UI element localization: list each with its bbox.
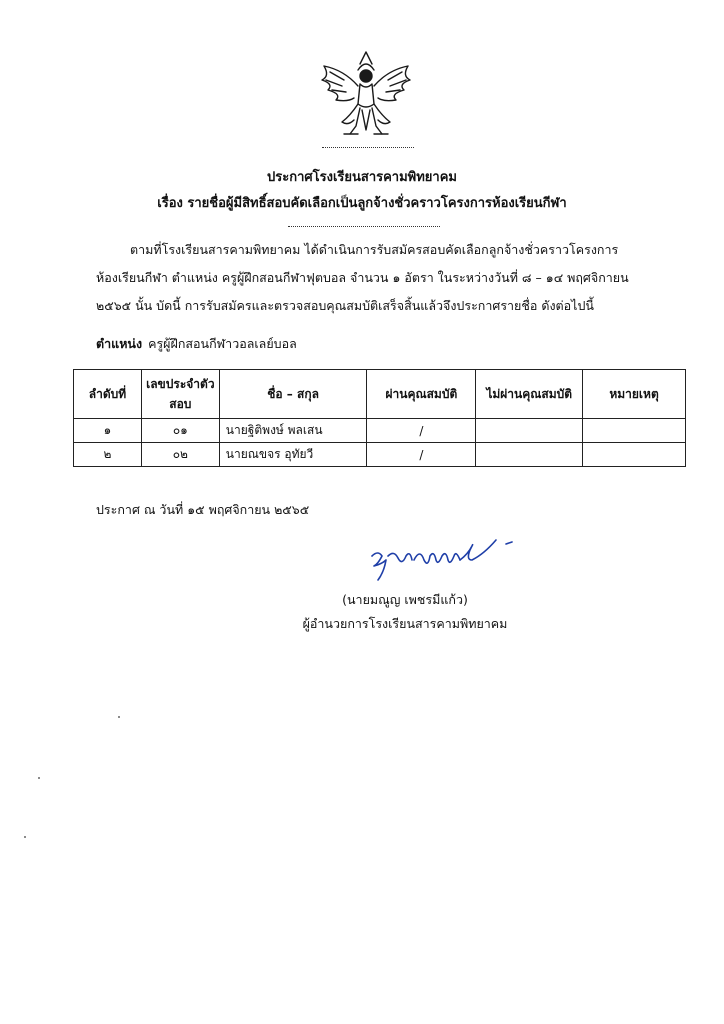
header-exam-no-line1: เลขประจำตัว xyxy=(146,377,215,391)
cell-name: นายฐิติพงษ์ พลเสน xyxy=(219,419,367,443)
cell-qualified: / xyxy=(367,443,476,467)
announcement-date: ประกาศ ณ วันที่ ๑๕ พฤศจิกายน ๒๕๖๕ xyxy=(96,502,310,517)
scan-speck xyxy=(24,836,26,838)
cell-qualified: / xyxy=(367,419,476,443)
position-label: ตำแหน่ง xyxy=(96,336,143,351)
scan-speck xyxy=(118,716,120,718)
divider-dots-top xyxy=(322,147,414,148)
header-name: ชื่อ – สกุล xyxy=(219,370,367,419)
header-exam-no-line2: สอบ xyxy=(169,397,192,411)
cell-remark xyxy=(583,419,686,443)
table-header-row xyxy=(74,370,686,419)
candidates-table xyxy=(73,369,686,467)
header-exam-no xyxy=(141,370,219,419)
header-order: ลำดับที่ xyxy=(74,370,142,419)
body-line1: ตามที่โรงเรียนสารคามพิทยาคม ได้ดำเนินการรับสมัครสอบคัดเลือกลูกจ้างชั่วคราวโครงการ xyxy=(130,242,619,257)
position-line xyxy=(96,334,297,354)
cell-exam-no: ๐๑ xyxy=(141,419,219,443)
position-value: ครูผู้ฝึกสอนกีฬาวอลเลย์บอล xyxy=(148,336,297,351)
cell-not-qualified xyxy=(476,443,583,467)
heading-line1: ประกาศโรงเรียนสารคามพิทยาคม xyxy=(267,170,457,185)
cell-not-qualified xyxy=(476,419,583,443)
divider-dots-mid xyxy=(288,226,440,227)
cell-remark xyxy=(583,443,686,467)
signer-name: (นายมณูญ เพชรมีแก้ว) xyxy=(342,592,468,607)
body-line2: ห้องเรียนกีฬา ตำแหน่ง ครูผู้ฝึกสอนกีฬาฟุตบอล จำนวน ๑ อัตรา ในระหว่างวันที่ ๘ – ๑๔ พฤศจิกายน xyxy=(96,270,629,285)
signer-title: ผู้อำนวยการโรงเรียนสารคามพิทยาคม xyxy=(302,616,508,631)
cell-order: ๑ xyxy=(74,419,142,443)
body-line3: ๒๕๖๕ นั้น บัดนี้ การรับสมัครและตรวจสอบคุณสมบัติเสร็จสิ้นแล้วจึงประกาศรายชื่อ ดังต่อไปนี้ xyxy=(96,298,594,313)
cell-order: ๒ xyxy=(74,443,142,467)
garuda-emblem-icon xyxy=(314,50,418,142)
heading-line2: เรื่อง รายชื่อผู้มีสิทธิ์สอบคัดเลือกเป็นลูกจ้างชั่วคราวโครงการห้องเรียนกีฬา xyxy=(157,196,567,211)
scan-speck xyxy=(38,777,40,779)
cell-name: นายณขจร อุทัยวี xyxy=(219,443,367,467)
cell-exam-no: ๐๒ xyxy=(141,443,219,467)
handwritten-signature-icon xyxy=(368,526,528,582)
header-remark: หมายเหตุ xyxy=(583,370,686,419)
table-row xyxy=(74,419,686,443)
header-not-qualified: ไม่ผ่านคุณสมบัติ xyxy=(476,370,583,419)
header-qualified: ผ่านคุณสมบัติ xyxy=(367,370,476,419)
table-row xyxy=(74,443,686,467)
